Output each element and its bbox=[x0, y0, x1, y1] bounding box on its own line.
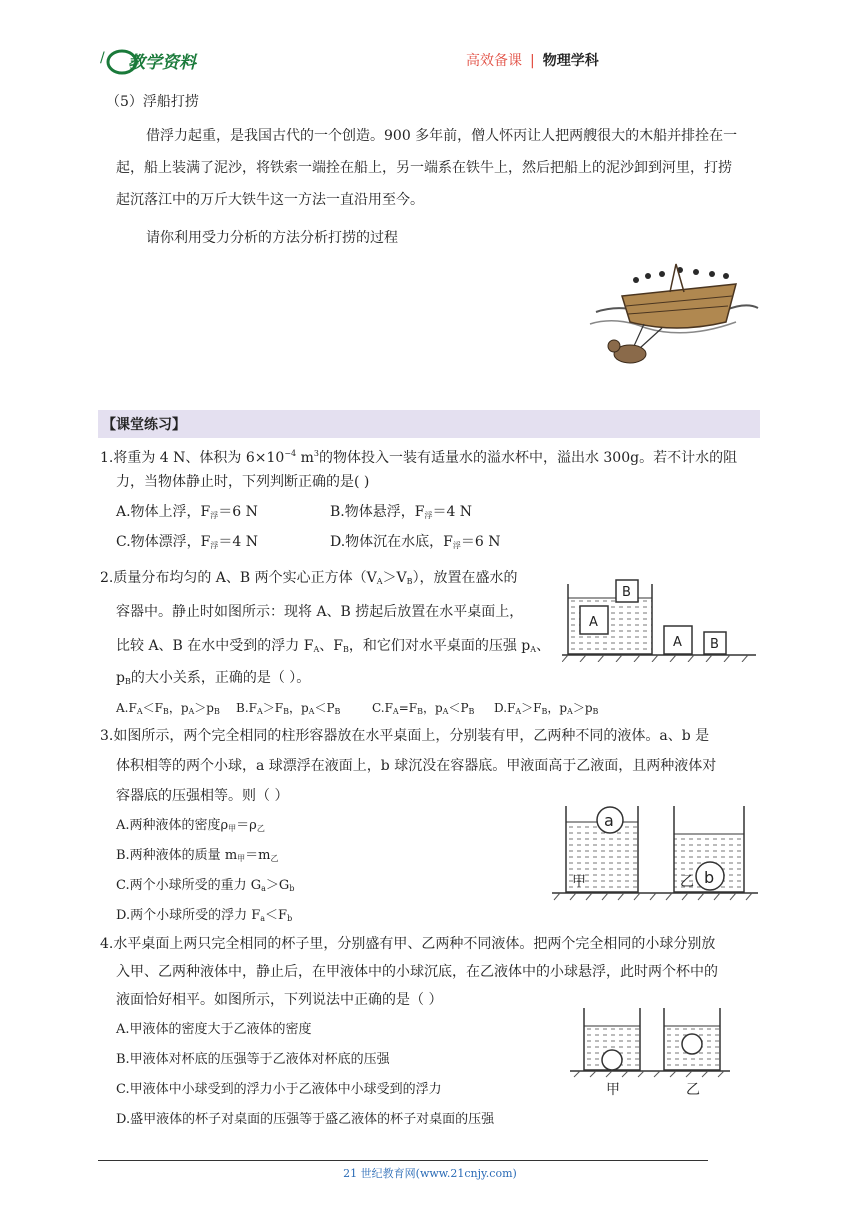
q3-line-1: 3.如图所示，两个完全相同的柱形容器放在水平桌面上，分别装有甲，乙两种不同的液体。a、b 是 bbox=[100, 728, 710, 744]
q1-option-d: D.物体沉在水底，$F_浮=6$ N bbox=[330, 534, 501, 550]
q4-line-3: 液面恰好相平。如图所示，下列说法中正确的是（ ） bbox=[116, 992, 443, 1008]
intro-paragraph-line-3: 起沉落江中的万斤大铁牛这一方法一直沿用至今。 bbox=[116, 192, 424, 208]
q2-fig-label-b-in: B bbox=[622, 585, 631, 600]
q4-line-2: 入甲、乙两种液体中，静止后，在甲液体中的小球沉底，在乙液体中的小球悬浮，此时两个杯中的 bbox=[116, 964, 718, 980]
q3-option-c: C.两个小球所受的重力 $G_a>G_b$ bbox=[116, 878, 295, 893]
q1-exp: −4 bbox=[284, 449, 297, 458]
q3-option-a: A.两种液体的密度$\rho_甲=\rho_乙$ bbox=[116, 818, 265, 833]
intro-paragraph-line-1: 借浮力起重，是我国古代的一个创造。900 多年前，僧人怀丙让人把两艘很大的木船并排拴在一 bbox=[146, 128, 738, 144]
q1-text-c: 的物体投入一装有适量水的溢水杯中，溢出水 300g。若不计水的阻 bbox=[318, 450, 738, 466]
q2-option-b: $B.F_A>F_B$，$p_A<P_B$ bbox=[236, 701, 341, 716]
q3-fig-label-yi: 乙 bbox=[680, 874, 694, 890]
footer-text: 21 世纪教育网(www.21cnjy.com) bbox=[343, 1167, 517, 1180]
header-separator: | bbox=[530, 53, 535, 69]
q1-line-2: 力，当物体静止时，下列判断正确的是( ) bbox=[116, 474, 370, 490]
q1-option-a: A.物体上浮，$F_浮=6$ N bbox=[116, 504, 258, 520]
q2-line-3: 比较 A、B 在水中受到的浮力 $F_A$、$F_B$，和它们对水平桌面的压强 $p_A$、 bbox=[116, 638, 551, 654]
q3-line-2: 体积相等的两个小球，a 球漂浮在液面上，b 球沉没在容器底。甲液面高于乙液面，且两种液体对 bbox=[116, 758, 717, 774]
q4-option-b: B.甲液体对杯底的压强等于乙液体对杯底的压强 bbox=[116, 1052, 390, 1067]
q3-option-b: B.两种液体的质量 $m_甲=m_乙$ bbox=[116, 848, 279, 863]
intro-heading: （5）浮船打捞 bbox=[106, 94, 199, 110]
header-slash: / bbox=[100, 50, 105, 66]
q3-fig-label-jia: 甲 bbox=[572, 874, 586, 890]
q4-option-d: D.盛甲液体的杯子对桌面的压强等于盛乙液体的杯子对桌面的压强 bbox=[116, 1112, 495, 1127]
intro-paragraph-line-2: 起，船上装满了泥沙，将铁索一端拴在船上，另一端系在铁牛上，然后把船上的泥沙卸到河里，打捞 bbox=[116, 160, 732, 176]
boat-illustration bbox=[586, 262, 762, 370]
q4-option-c: C.甲液体中小球受到的浮力小于乙液体中小球受到的浮力 bbox=[116, 1082, 442, 1097]
q2-fig-label-a-in: A bbox=[589, 615, 598, 630]
section-title: 【课堂练习】 bbox=[102, 417, 186, 433]
q2-line-1: 2.质量分布均匀的 A、B 两个实心正方体$(V_A>V_B)$，放置在盛水的 bbox=[100, 570, 518, 586]
q3-fig-ball-a: a bbox=[604, 811, 614, 830]
q1-option-b: B.物体悬浮，$F_浮=4$ N bbox=[330, 504, 473, 520]
q1-text-b: m bbox=[296, 450, 314, 466]
svg-text:教学资料: 教学资料 bbox=[128, 53, 196, 73]
q4-figure bbox=[570, 1002, 730, 1100]
q2-option-c: $C.F_A=F_B$，$p_A<P_B$ bbox=[372, 701, 475, 716]
footer-divider bbox=[98, 1160, 708, 1161]
q2-line-2: 容器中。静止时如图所示：现将 A、B 捞起后放置在水平桌面上， bbox=[116, 604, 524, 620]
header-label-left: 高效备课 bbox=[466, 53, 522, 69]
section-bar bbox=[98, 410, 760, 438]
q1-text-a: 1.将重为 4 N、体积为 6×10 bbox=[100, 450, 285, 466]
q4-fig-label-jia: 甲 bbox=[606, 1082, 620, 1098]
q2-option-a: $A.F_A<F_B$，$p_A>p_B$ bbox=[116, 701, 220, 716]
q2-fig-label-b-out: B bbox=[710, 637, 719, 652]
q3-fig-ball-b: b bbox=[704, 868, 715, 887]
q4-line-1: 4.水平桌面上两只完全相同的杯子里，分别盛有甲、乙两种不同液体。把两个完全相同的小球分别放 bbox=[100, 936, 716, 952]
q4-option-a: A.甲液体的密度大于乙液体的密度 bbox=[116, 1022, 312, 1037]
header-labels bbox=[466, 50, 599, 70]
q2-figure bbox=[562, 574, 756, 662]
q3-line-3: 容器底的压强相等。则（ ） bbox=[116, 788, 289, 804]
q4-fig-label-yi: 乙 bbox=[686, 1082, 700, 1098]
q2-option-d: $D.F_A>F_B$，$p_A>p_B$ bbox=[494, 701, 599, 716]
brand-logo bbox=[100, 46, 225, 76]
q1-line-1 bbox=[100, 444, 737, 468]
header-label-right: 物理学科 bbox=[542, 53, 599, 69]
q1-option-c: C.物体漂浮，$F_浮=4$ N bbox=[116, 534, 258, 550]
q2-fig-label-a-out: A bbox=[673, 635, 682, 650]
q1-sq: 3 bbox=[313, 449, 319, 458]
q2-line-4: $p_B$的大小关系，正确的是（ ）。 bbox=[116, 670, 311, 686]
q3-option-d: D.两个小球所受的浮力 $F_a<F_b$ bbox=[116, 908, 293, 923]
q3-figure bbox=[552, 800, 758, 906]
intro-prompt: 请你利用受力分析的方法分析打捞的过程 bbox=[146, 230, 398, 246]
